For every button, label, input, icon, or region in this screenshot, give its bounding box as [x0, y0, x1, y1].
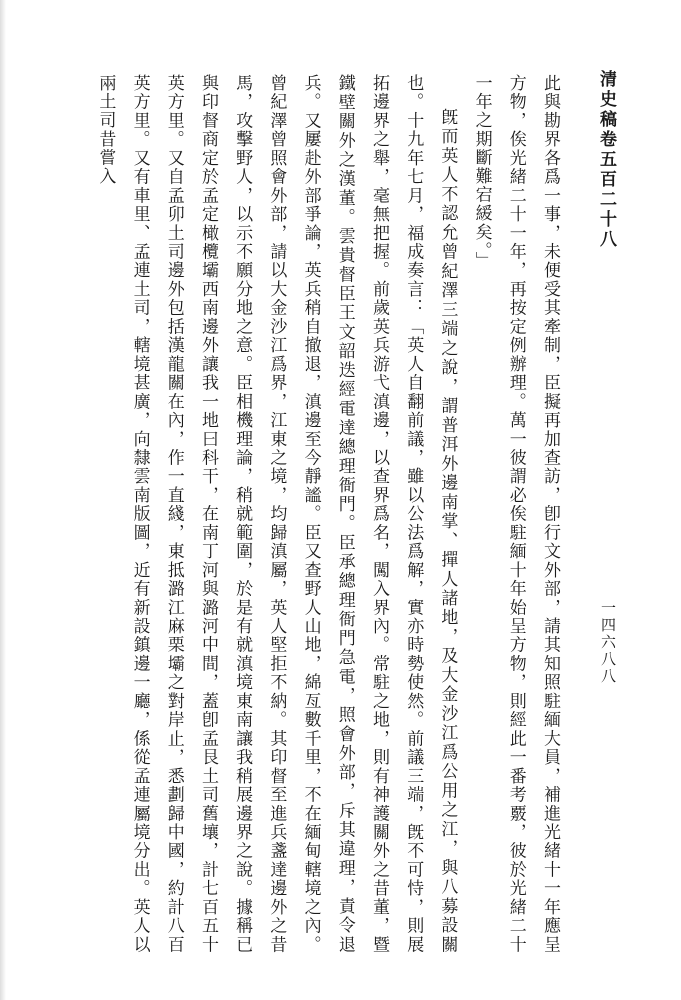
- page-number: 一四六八八: [599, 600, 617, 685]
- paragraph-2: 旣而英人不認允曾紀澤三端之說，謂普洱外邊南掌、撣人諸地，及大金沙江爲公用之江，與八募設關也。十九年七月，福成奏言：「英人自翻前議，雖以公法爲解，實亦時勢使然。前議三端，旣不可恃，則展拓邊界之舉，毫無把握。前歲英兵游弋滇邊，以查界爲名，闖入界內。常駐之地，則有神護關外之昔董，暨鐵壁關外之漢董。雲貴督臣王文韶迭經電達總理衙門。臣承總理衙門急電，照會外部，斥其違理，責令退兵。又屢赴外部爭論，英兵稍自撤退，滇邊至今靜謐。臣又查野人山地，綿亙數千里，不在緬甸轄境之內。曾紀澤曾照會外部，請以大金沙江爲界，江東之境，均歸滇屬，英人堅拒不納。其印督至進兵盞達邊外之昔馬，攻擊野人，以示不願分地之意。臣相機理論，稍就範圍，於是有就滇境東南讓我稍展邊界之說。據稱已與印督商定於孟定橄欖壩西南邊外讓我一地曰科干，在南丁河與潞河中間，蓋卽孟艮土司舊壤，計七百五十英方里。又自孟卯土司邊外包括漢龍關在內，作一直綫，東抵潞江麻栗壩之對岸止，悉劃歸中國，約計八百英方里。又有車里、孟連土司，轄境甚廣，向隸雲南版圖，近有新設鎮邊一廳，係從孟連屬境分出。英人以兩土司昔嘗入: [95, 74, 458, 954]
- running-head: 清史稿卷五百二十八: [596, 70, 616, 250]
- paragraph-1: 此與勘界各爲一事，未便受其牽制，臣擬再加查訪，卽行文外部，請其知照駐緬大員，補進光緒十一年應呈方物，俟光緒二十一年，再按定例辦理。萬一彼謂必俟駐緬十年始呈方物，則經此一番考覈，彼於光緒二十一年之期斷難宕緩矣。」: [471, 74, 560, 954]
- body-text: [88, 74, 567, 954]
- page-gutter-shadow: [0, 0, 6, 1000]
